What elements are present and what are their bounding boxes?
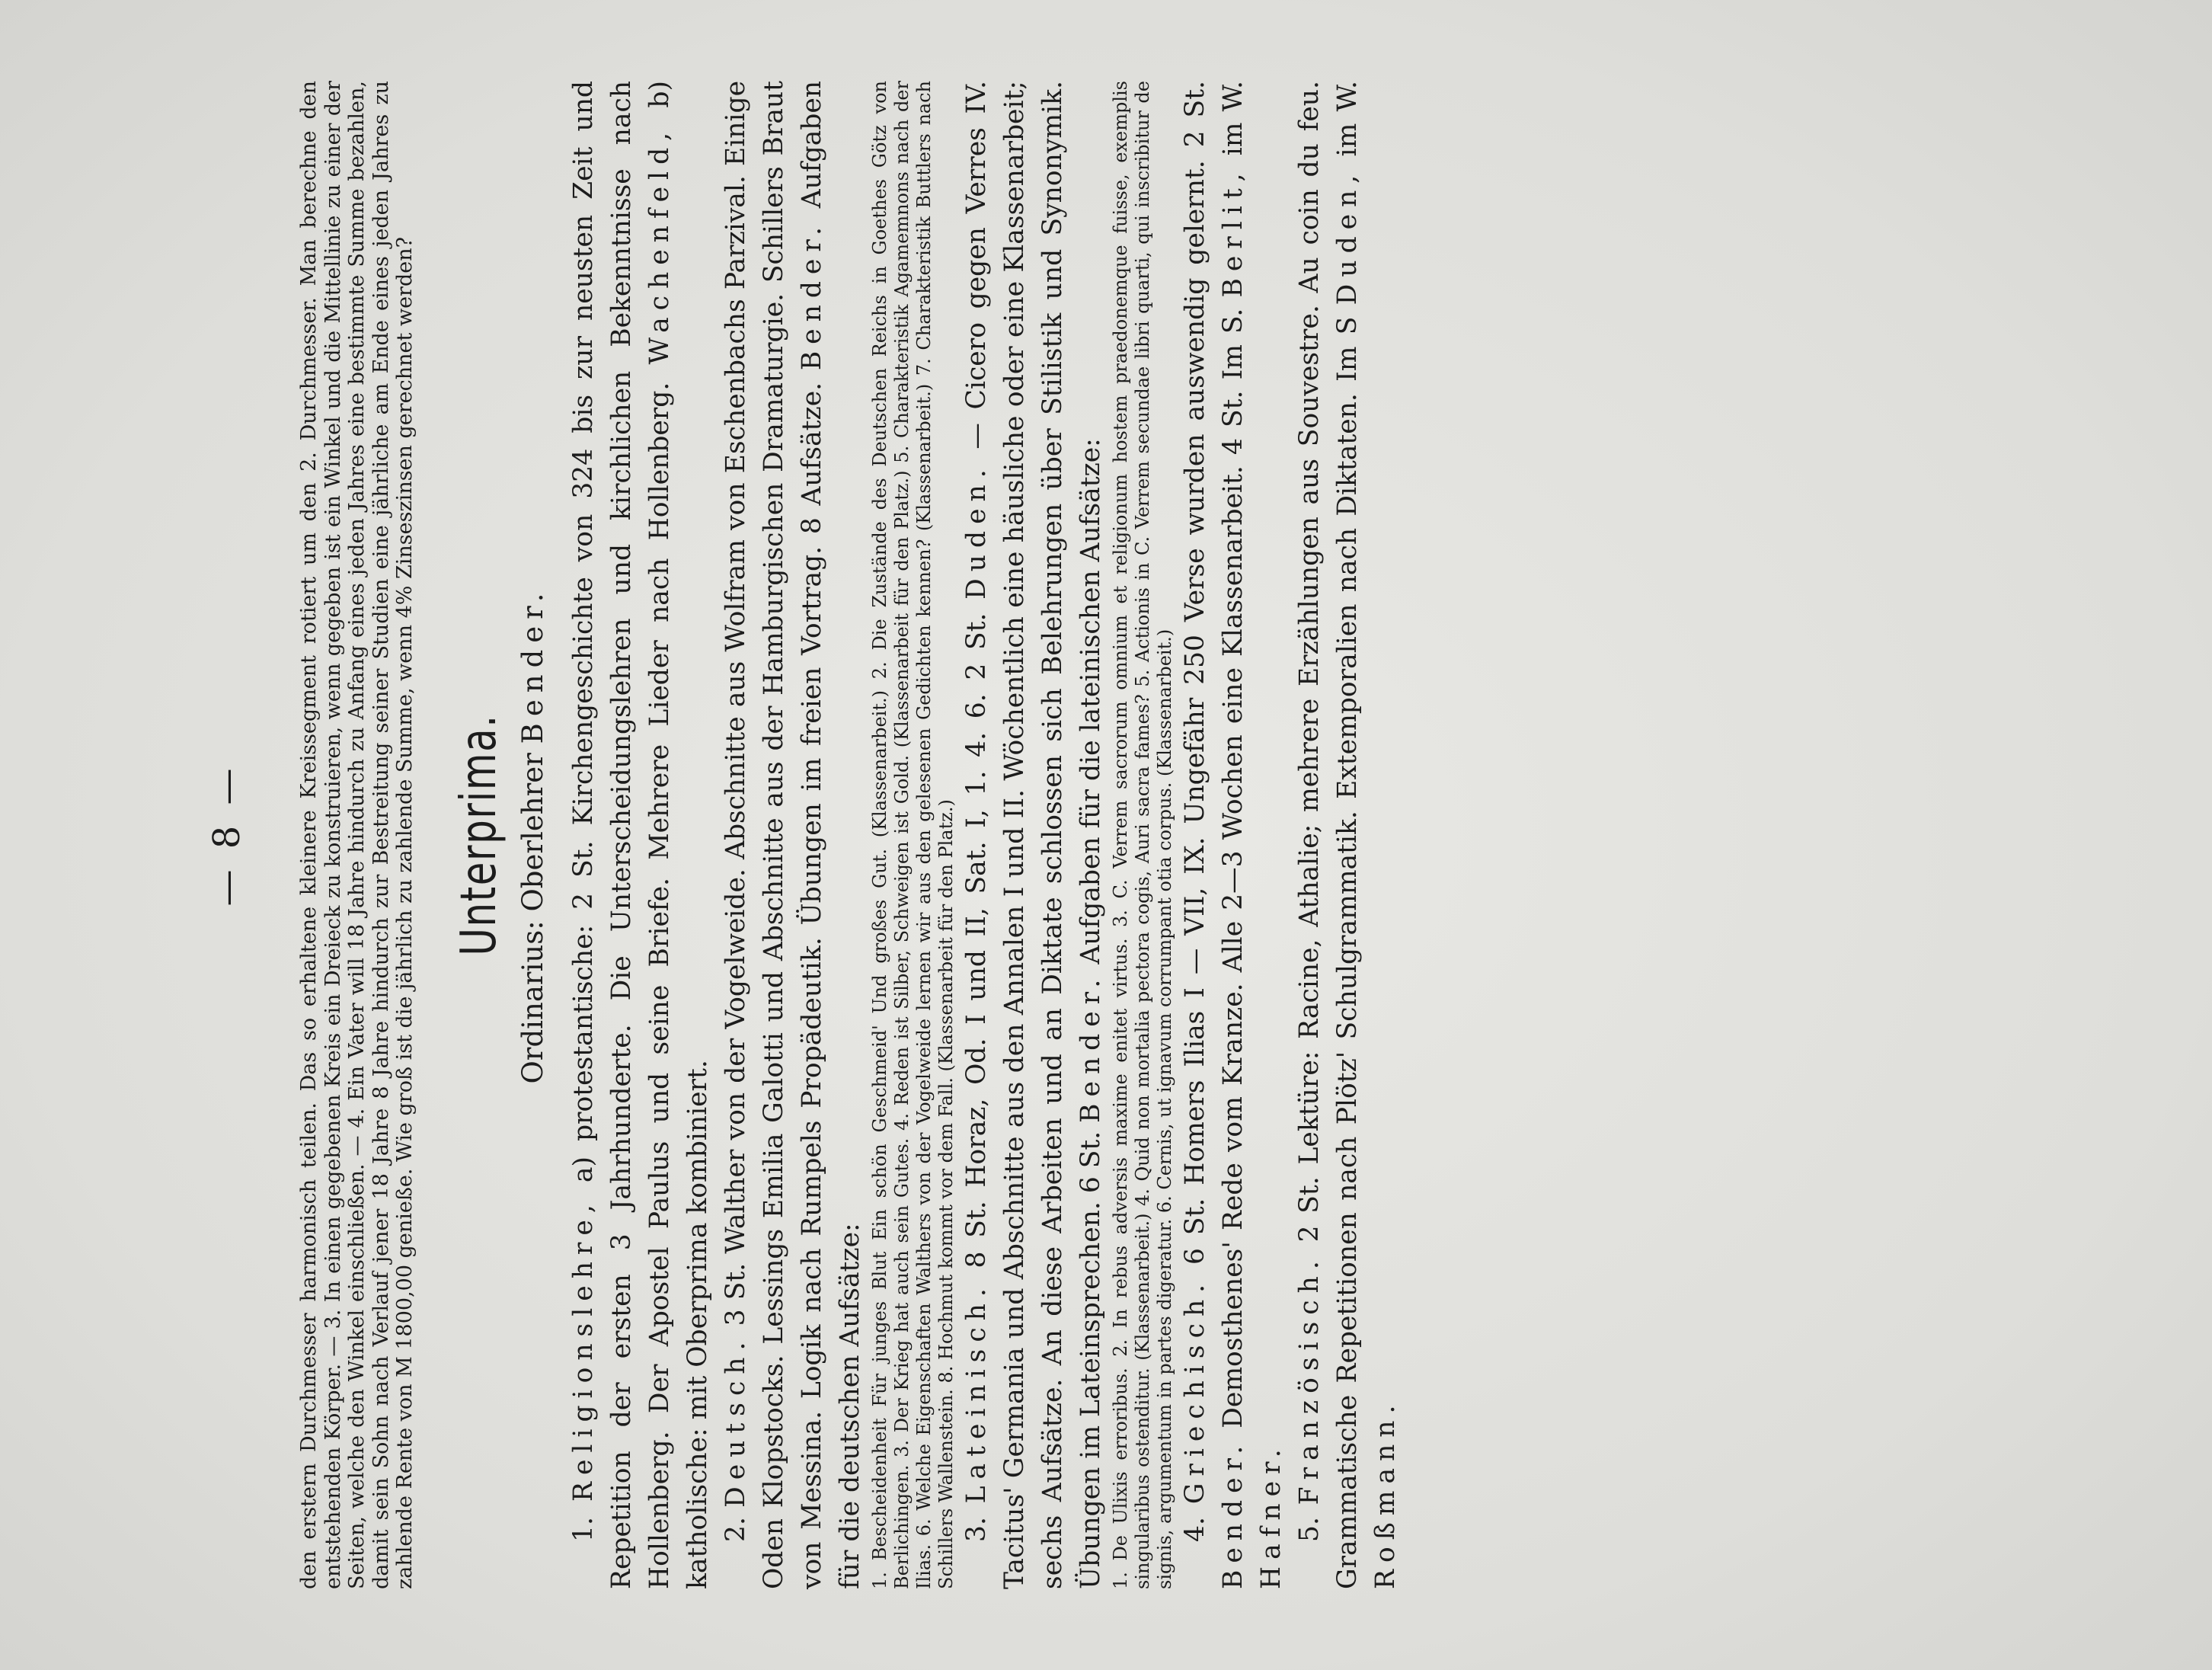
section-title: Unterprima. [450,714,507,956]
subject-number: 2. [720,1517,751,1542]
subject-griechisch-text [1176,81,1290,1589]
intro-paragraph [297,81,417,1589]
teacher-name: Bender. [796,220,827,371]
intro-text: den erstern Durchmesser harmonisch teilen. Das so erhaltene kleinere Kreissegment rotiert um den 2. Durchmesser. Man berechne den entstehenden Körper. — 3. In einen gegebenen Kreis ein Dreieck zu konstruieren, wenn gegeben ist ein Winkel und die Mittellinie zu einer der Seiten, welche den Winkel einschließen. — 4. Ein Vater will 18 Jahre hindurch zu Anfang eines jeden Jahres eine bestimmte Summe bezahlen, damit sein Sohn nach Verlauf jener 18 Jahre 8 Jahre hindurch zur Bestreitung seiner Studien eine jährliche am Ende eines jeden Jahres zu zahlende Rente von M 1800,00 genieße. Wie groß ist die jährlich zu zahlende Summe, wenn 4% Zinseszinsen gerechnet werden? [297,81,417,1589]
subject-text-3: Aufgaben für die lateinischen Aufsätze: [1075,438,1106,965]
subject-religion-text [564,81,717,1589]
subject-name: Griechisch. [1179,1277,1210,1505]
subject-religion [564,81,717,1589]
subject-latein [957,81,1176,1589]
teacher-name: Duden, [1331,168,1363,306]
teacher-name-2: Roßmann. [1370,1398,1401,1589]
subject-name: Lateinisch. [961,1281,992,1504]
subject-text-2: b) katholische: mit Oberprima kombiniert. [644,81,713,1589]
subject-text: 3 St. Walther von der Vogelweide. Abschnitte aus Wolfram von Eschenbachs Parzival. Einige Oden Klopstocks. Lessings Emilia Galotti und Abschnitte aus der Hamburgischen Dramaturgie. Schillers Braut von Messina. Logik nach Rumpels Propädeutik. Übungen im freien Vortrag. 8 Aufsätze. [720,80,827,1589]
subject-text-2: — Cicero gegen Verres IV. Tacitus' Germania und Abschnitte aus den Annalen I und II. Wöchentlich eine häusliche oder eine Klassenarbeit; sechs Aufsätze. An diese Arbeiten und an Diktate schlossen sich Belehrungen über Stilistik und Synonymik. Übungen im Lateinsprechen. 6 St. [961,80,1106,1589]
rotated-page [192,81,2020,1589]
teacher-name-2: Berlit, [1217,166,1248,298]
subject-franzoesisch-text [1290,81,1405,1589]
teacher-name: Bender. [1217,1438,1248,1589]
teacher-name: Wachenfeld, [644,125,675,365]
subject-text-2: im W. [1331,81,1363,157]
ordinarius-name: Bender. [516,586,549,744]
teacher-name-2: Bender. [1075,972,1106,1123]
subject-text: 2 St. Lektüre: Racine, Athalie; mehrere Erzählungen aus Souvestre. Au coin du feu. Grammatische Repetitionen nach Plötz' Schulgrammatik. Extemporalien nach Diktaten. Im S [1293,81,1363,1589]
subject-text-3: im W. [1217,81,1248,156]
subject-griechisch [1176,81,1290,1589]
deutsch-essay-topics: 1. Bescheidenheit Für junges Blut Ein schön Geschmeid' Und großes Gut. (Klassenarbeit.) 2. Die Zustände des Deutschen Reichs in Goethes Götz von Berlichingen. 3. Der Krieg hat auch sein Gutes. 4. Reden ist Silber, Schweigen ist Gold. (Klassenarbeit für den Platz.) 5. Charakteristik Agamemnons nach der Ilias. 6. Welche Eigenschaften Walthers von der Vogelweide lernen wir aus den gelesenen Gedichten kennen? (Klassenarbeit.) 7. Charakteristik Buttlers nach Schillers Wallenstein. 8. Hochmut kommt vor dem Fall. (Klassenarbeit für den Platz.) [868,81,957,1589]
subject-number: 4. [1179,1517,1210,1542]
subject-text: 8 St. Horaz, Od. I und II, Sat. I, 1. 4. 6. 2 St. [961,613,992,1268]
ordinarius-line [516,81,549,1589]
subject-name: Französisch. [1293,1254,1325,1505]
subject-text: 6 St. Homers Ilias I — VII, IX. Ungefähr 250 Verse wurden auswendig gelernt. 2 St. [1179,80,1210,1265]
teacher-name-3: Hafner. [1255,1442,1287,1589]
subject-number: 5. [1293,1517,1325,1542]
subject-deutsch-text [717,81,869,1589]
page-content: — 8 — den erstern Durchmesser harmonisch teilen. Das so erhaltene kleinere Kreissegment rotiert um den 2. Durchmesser. Man berechne den entstehenden Körper. — 3. In einen gegebenen Kreis ein Dreieck zu konstruieren, wenn gegeben ist ein Winkel und die Mittellinie zu einer der Seiten, welche den Winkel einschließen. — 4. Ein Vater will 18 Jahre hindurch zu Anfang eines jeden Jahres eine bestimmte Summe bezahlen, damit sein Sohn nach Verlauf jener 18 Jahre 8 Jahre hindurch zur Bestreitung seiner Studien eine jährliche am Ende eines jeden Jahres zu zahlende Rente von M 1800,00 genieße. Wie groß ist die jährlich zu zahlende Summe, wenn 4% Zinseszinsen gerechnet werden? Unterprima. Ordinarius: Oberlehrer Bender. 1. Religionslehre, a) protestantische: 2 St. Kirchengeschichte von 324 bis zur neusten Zeit und Repetition der ersten 3 Jahrhunderte. Die Unterscheidungslehren und kirchlichen Bekenntnisse nach Hollenberg. Der Apostel Paulus und seine Briefe. Mehrere Lieder nach Hollenberg. Wachenfeld, b) katholische: mit Oberprima kombiniert. 2. Deutsch. 3 St. Walther von der Vogelweide. Abschnitte aus Wolfram von Eschenbachs Parzival. Einige Oden Klopstocks. Lessings Emilia Galotti und Abschnitte aus der Hamburgischen Dramaturgie. Schillers Braut von Messina. Logik nach Rumpels Propädeutik. Übungen im freien Vortrag. 8 Aufsätze. Bender. Aufgaben für die deutschen Aufsätze: 1. Bescheidenheit Für junges Blut Ein schön Geschmeid' Und großes Gut. (Klassenarbeit.) 2. Die Zustände des Deutschen Reichs in Goethes Götz von Berlichingen. 3. Der Krieg hat auch sein Gutes. 4. Reden ist Silber, Schweigen ist Gold. (Klassenarbeit für den Platz.) 5. Charakteristik Agamemnons nach der Ilias. 6. Welche Eigenschaften Walthers von der Vogelweide lernen wir aus den gelesenen Gedichten kennen? (Klassenarbeit.) 7. Charakteristik Buttlers nach Schillers Wallenstein. 8. Hochmut kommt vor dem Fall. (Klassenarbeit für den Platz.) 3. Lateinisch. 8 St. Horaz, Od. I und II, Sat. I, 1. 4. 6. 2 St. Duden. — Cicero gegen Verres IV. Tacitus' Germania und Abschnitte aus den Annalen I und II. Wöchentlich eine häusliche oder eine Klassenarbeit; sechs Aufsätze. An diese Arbeiten und an Diktate schlossen sich Belehrungen über Stilistik und Synonymik. Übungen im Lateinsprechen. 6 St. Bender. Aufgaben für die lateinischen Aufsätze: 1. De Ulixis erroribus. 2. In rebus adversis maxime enitet virtus. 3. C. Verrem sacrorum omnium et religionum hostem praedonemque fuisse, exemplis singularibus ostenditur. (Klassenarbeit.) 4. Quid non mortalia pectora cogis, Auri sacra fames? 5. Actionis in C. Verrem secundae libri quarti, qui inscribitur de signis, argumentum in partes digeratur. 6. Cernis, ut ignavum corrumpant otia corpus. (Klassenarbeit.) 4. Griechisch. 6 St. Homers Ilias I — VII, IX. Ungefähr 250 Verse wurden auswendig gelernt. 2 St. Bender. Demosthenes' Rede vom Kranze. Alle 2—3 Wochen eine Klassenarbeit. 4 St. Im S. Berlit, im W. Hafner. 5. Französisch. 2 St. Lektüre: Racine, Athalie; mehrere Erzählungen aus Souvestre. Au coin du feu. Grammatische Repetitionen nach Plötz' Schulgrammatik. Extemporalien nach Diktaten. Im S Duden, im W. Roßmann. [276,81,1405,1589]
subject-number: 3. [961,1517,992,1542]
subject-text: a) protestantische: 2 St. Kirchengeschichte von 324 bis zur neusten Zeit und Repetition der ersten 3 Jahrhunderte. Die Unterscheidungslehren und kirchlichen Bekenntnisse nach Hollenberg. Der Apostel Paulus und seine Briefe. Mehrere Lieder nach Hollenberg. [567,80,675,1589]
subject-text-2: Demosthenes' Rede vom Kranze. Alle 2—3 Wochen eine Klassenarbeit. 4 St. Im S. [1217,308,1248,1428]
ordinarius-prefix: Ordinarius: Oberlehrer [516,753,549,1084]
latein-essay-topics: 1. De Ulixis erroribus. 2. In rebus adversis maxime enitet virtus. 3. C. Verrem sacrorum omnium et religionum hostem praedonemque fuisse, exemplis singularibus ostenditur. (Klassenarbeit.) 4. Quid non mortalia pectora cogis, Auri sacra fames? 5. Actionis in C. Verrem secundae libri quarti, qui inscribitur de signis, argumentum in partes digeratur. 6. Cernis, ut ignavum corrumpant otia corpus. (Klassenarbeit.) [1109,81,1175,1589]
subject-name: Religionslehre, [567,1198,599,1502]
subject-number: 1. [567,1517,599,1542]
subject-franzoesisch [1290,81,1405,1589]
teacher-name: Duden. [961,462,992,600]
subject-latein-text [957,81,1110,1589]
subject-text-2: Aufgaben für die deutschen Aufsätze: [796,80,865,1589]
subject-name: Deutsch. [720,1335,751,1508]
subject-deutsch [717,81,957,1589]
